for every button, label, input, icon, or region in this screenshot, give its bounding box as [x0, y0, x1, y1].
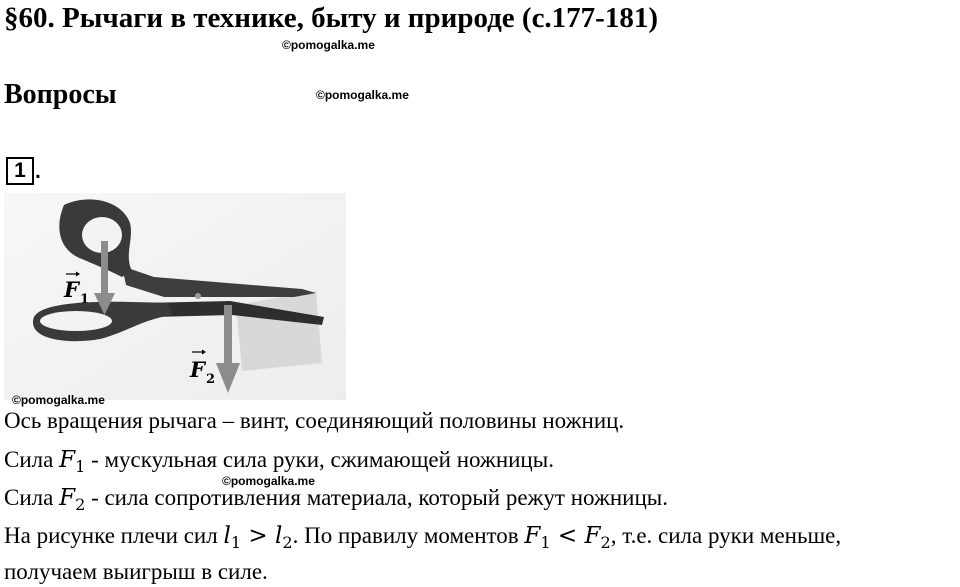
math-sub: 1	[75, 456, 86, 476]
math-sub: 2	[600, 532, 611, 552]
math-var: F	[59, 447, 76, 473]
watermark: ©pomogalka.me	[222, 474, 315, 488]
scissors-figure	[4, 193, 346, 400]
force1-subscript: 1	[80, 292, 90, 307]
force2-label: F	[190, 357, 205, 382]
answer-line-1: Ось вращения рычага – винт, соединяющий половины ножниц.	[4, 408, 625, 433]
paper-sheet	[236, 291, 322, 371]
math-var: F	[59, 485, 76, 511]
page-title: §60. Рычаги в технике, быту и природе (с.177-181)	[4, 2, 659, 34]
math-f1	[59, 447, 86, 476]
force1-arrow-shaft	[101, 241, 108, 297]
section-heading: Вопросы	[4, 79, 117, 110]
math-sub: 2	[282, 532, 293, 552]
pivot-screw	[195, 293, 201, 299]
watermark: ©pomogalka.me	[12, 393, 105, 407]
answer-line-4	[4, 522, 841, 557]
question-number-dot: .	[35, 160, 41, 183]
math-var: l	[223, 523, 231, 549]
math-sub: 1	[540, 532, 551, 552]
watermark: ©pomogalka.me	[282, 38, 375, 52]
lower-handle-hole	[40, 311, 112, 331]
text-run: Сила	[4, 447, 60, 472]
text-run: Сила	[4, 485, 60, 510]
math-f2	[59, 485, 86, 514]
math-f1	[524, 523, 551, 552]
force1-label: F	[64, 277, 79, 302]
text-run: - сила сопротивления материала, который режут ножницы.	[85, 485, 668, 510]
math-var: F	[584, 523, 601, 549]
math-var: F	[524, 523, 541, 549]
watermark: ©pomogalka.me	[316, 88, 409, 102]
text-run: . По правилу моментов	[292, 523, 525, 548]
force2-subscript: 2	[206, 372, 216, 387]
math-op: >	[241, 523, 275, 549]
text-run: На рисунке плечи сил	[4, 523, 224, 548]
text-run: , т.е. сила руки меньше,	[610, 523, 842, 548]
math-sub: 1	[230, 532, 242, 552]
math-f2	[584, 523, 611, 552]
math-l1	[223, 523, 242, 552]
question-number: 1	[6, 157, 34, 185]
math-op: <	[550, 523, 585, 549]
force2-arrow-shaft	[224, 305, 232, 367]
text-run: - мускульная сила руки, сжимающей ножницы.	[85, 447, 554, 472]
math-var: l	[274, 523, 283, 549]
math-l2	[274, 523, 293, 552]
math-sub: 2	[75, 494, 86, 514]
answer-line-3	[4, 484, 668, 519]
answer-line-5: получаем выигрыш в силе.	[4, 559, 268, 584]
